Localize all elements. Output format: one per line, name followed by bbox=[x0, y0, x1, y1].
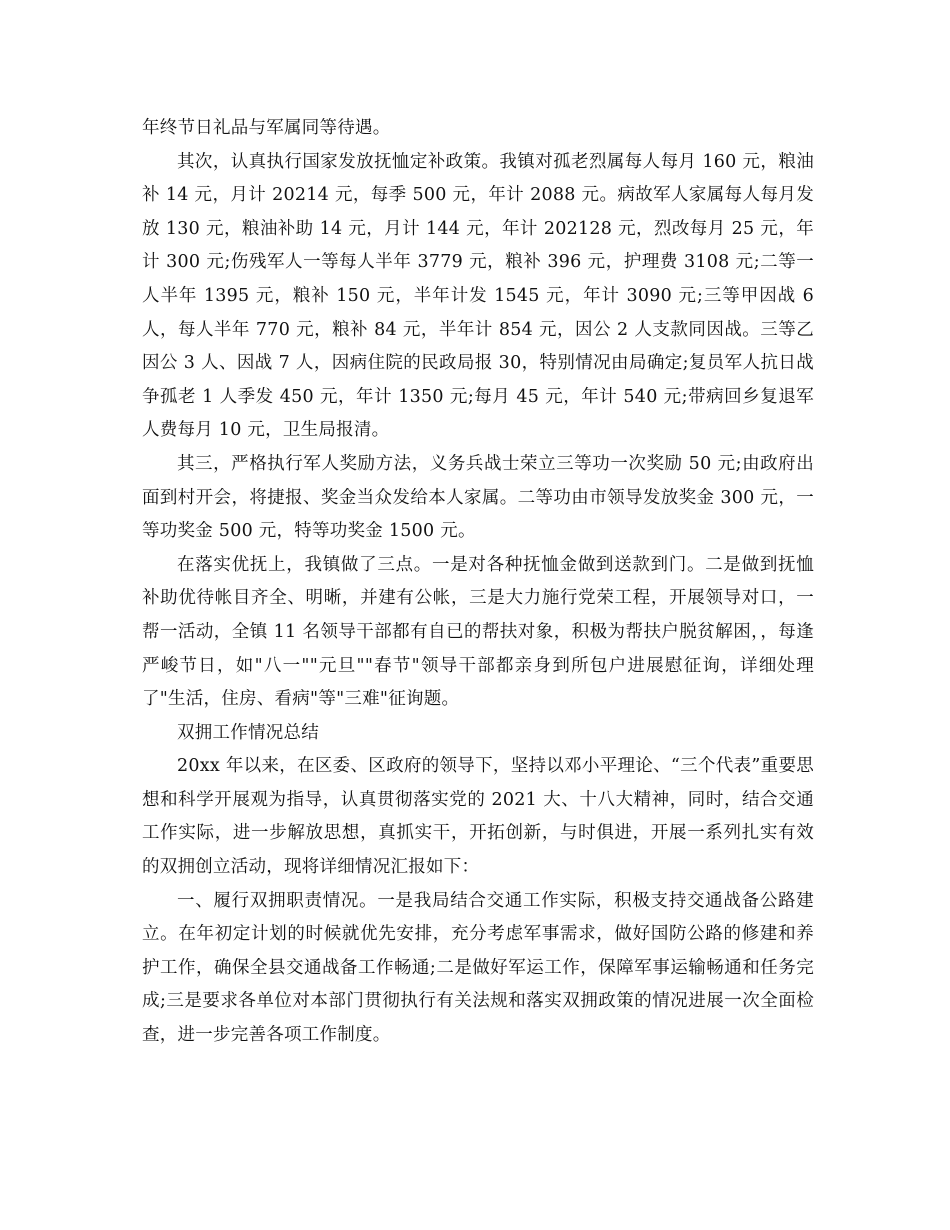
paragraph-introduction: 20xx 年以来，在区委、区政府的领导下，坚持以邓小平理论、“三个代表”重要思想和科学开展观为指导，认真贯彻落实党的 2021 大、十八大精神，同时，结合交通工作实际，进一步解放思想，真抓实干，开拓创新，与时俱进，开展一系列扎实有效的双拥创立活动，现将详细情况汇报如下： bbox=[142, 756, 814, 878]
paragraph-military-rewards: 其三，严格执行军人奖励方法，义务兵战士荣立三等功一次奖励 50 元;由政府出面到村开会，将捷报、奖金当众发给本人家属。二等功由市领导发放奖金 300 元，一等功奖金 500 元，特等功奖金 1500 元。 bbox=[142, 453, 814, 542]
section-title: 双拥工作情况总结 bbox=[177, 722, 319, 743]
paragraph-pension-policy: 其次，认真执行国家发放抚恤定补政策。我镇对孤老烈属每人每月 160 元，粮油补 14 元，月计 20214 元，每季 500 元，年计 2088 元。病故军人家属每人每月发放 130 元，粮油补助 14 元，月计 144 元，年计 202128 元，烈改每月 25 元，年计 300 元;伤残军人一等每人半年 3779 元，粮补 396 元，护理费 3108 元;二等一人半年 1395 元，粮补 150 元，半年计发 1545 元，年计 3090 元;三等甲因战 6 人，每人半年 770 元，粮补 84 元，半年计 854 元，因公 2 人支款同因战。三等乙因公 3 人、因战 7 人，因病住院的民政局报 30，特别情况由局确定;复员军人抗日战争孤老 1 人季发 450 元，年计 1350 元;每月 45 元，年计 540 元;带病回乡复退军人费每月 10 元，卫生局报清。 bbox=[142, 151, 814, 441]
paragraph-continuation: 年终节日礼品与军属同等待遇。 bbox=[142, 118, 391, 138]
paragraph-duties: 一、履行双拥职责情况。一是我局结合交通工作实际，积极支持交通战备公路建立。在年初定计划的时候就优先安排，充分考虑军事需求，做好国防公路的修建和养护工作，确保全县交通战备工作畅通;二是做好军运工作，保障军事运输畅通和任务完成;三是要求各单位对本部门贯彻执行有关法规和落实双拥政策的情况进展一次全面检查，进一步完善各项工作制度。 bbox=[142, 890, 814, 1046]
document-page bbox=[142, 112, 814, 1053]
paragraph-implementation: 在落实优抚上，我镇做了三点。一是对各种抚恤金做到送款到门。二是做到抚恤补助优待帐目齐全、明晰，并建有公帐，三是大力施行党荣工程，开展领导对口，一帮一活动，全镇 11 名领导干部都有自已的帮扶对象，积极为帮扶户脱贫解困，，每逢严峻节日，如"八一""元旦""春节"领导干部都亲身到所包户进展慰征询，详细处理了"生活，住房、看病"等"三难"征询题。 bbox=[142, 554, 814, 710]
